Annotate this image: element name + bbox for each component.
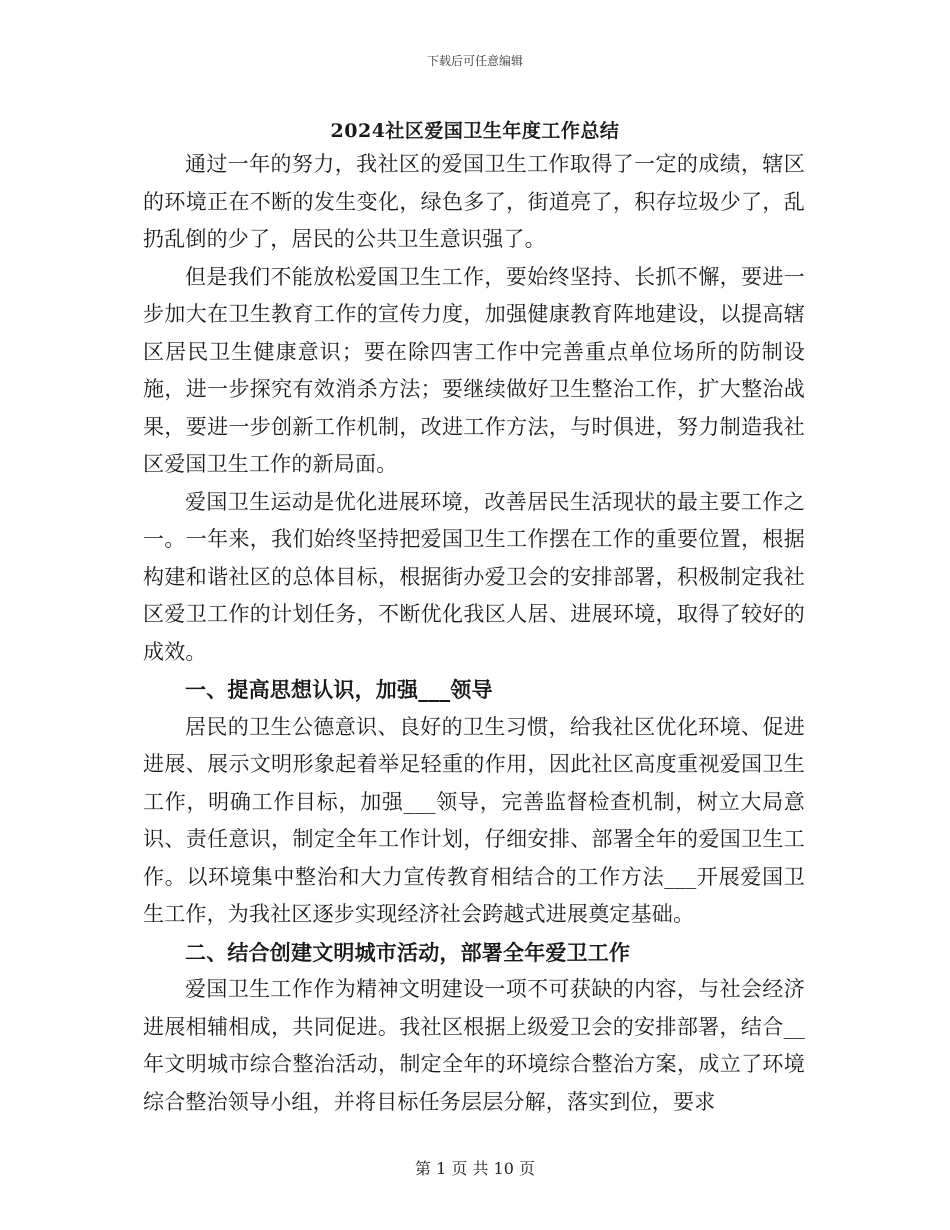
section-heading-2: 二、结合创建文明城市活动，部署全年爱卫工作: [185, 939, 631, 965]
section-heading-1: 一、提高思想认识，加强___领导: [185, 677, 493, 702]
document-body: [143, 146, 805, 1121]
intro-paragraph-2: 但是我们不能放松爱国卫生工作，要始终坚持、长抓不懈，要进一步加大在卫生教育工作的宣传力度，加强健康教育阵地建设，以提高辖区居民卫生健康意识；要在除四害工作中完善重点单位场所的防制设施，进一步探究有效消杀方法；要继续做好卫生整治工作，扩大整治战果，要进一步创新工作机制，改进工作方法，与时俱进，努力制造我社区爱国卫生工作的新局面。: [143, 264, 805, 476]
section-1-paragraph: 居民的卫生公德意识、良好的卫生习惯，给我社区优化环境、促进进展、展示文明形象起着举足轻重的作用，因此社区高度重视爱国卫生工作，明确工作目标，加强___领导，完善监督检查机制，树立大局意识、责任意识，制定全年工作计划，仔细安排、部署全年的爱国卫生工作。以环境集中整治和大力宣传教育相结合的工作方法___开展爱国卫生工作，为我社区逐步实现经济社会跨越式进展奠定基础。: [143, 714, 805, 926]
page-number: 第 1 页 共 10 页: [415, 1159, 535, 1178]
intro-paragraph-1: 通过一年的努力，我社区的爱国卫生工作取得了一定的成绩，辖区的环境正在不断的发生变化，绿色多了，街道亮了，积存垃圾少了，乱扔乱倒的少了，居民的公共卫生意识强了。: [143, 152, 805, 251]
section-2-paragraph: 爱国卫生工作作为精神文明建设一项不可获缺的内容，与社会经济进展相辅相成，共同促进。我社区根据上级爱卫会的安排部署，结合__年文明城市综合整治活动，制定全年的环境综合整治方案，成立了环境综合整治领导小组，并将目标任务层层分解，落实到位，要求: [143, 977, 805, 1114]
page-header-note: 下载后可任意编辑: [426, 54, 523, 68]
document-title: 2024社区爱国卫生年度工作总结: [330, 120, 620, 142]
intro-paragraph-3: 爱国卫生运动是优化进展环境，改善居民生活现状的最主要工作之一。一年来，我们始终坚持把爱国卫生工作摆在工作的重要位置，根据构建和谐社区的总体目标，根据街办爱卫会的安排部署，积极制定我社区爱卫工作的计划任务，不断优化我区人居、进展环境，取得了较好的成效。: [143, 489, 805, 664]
